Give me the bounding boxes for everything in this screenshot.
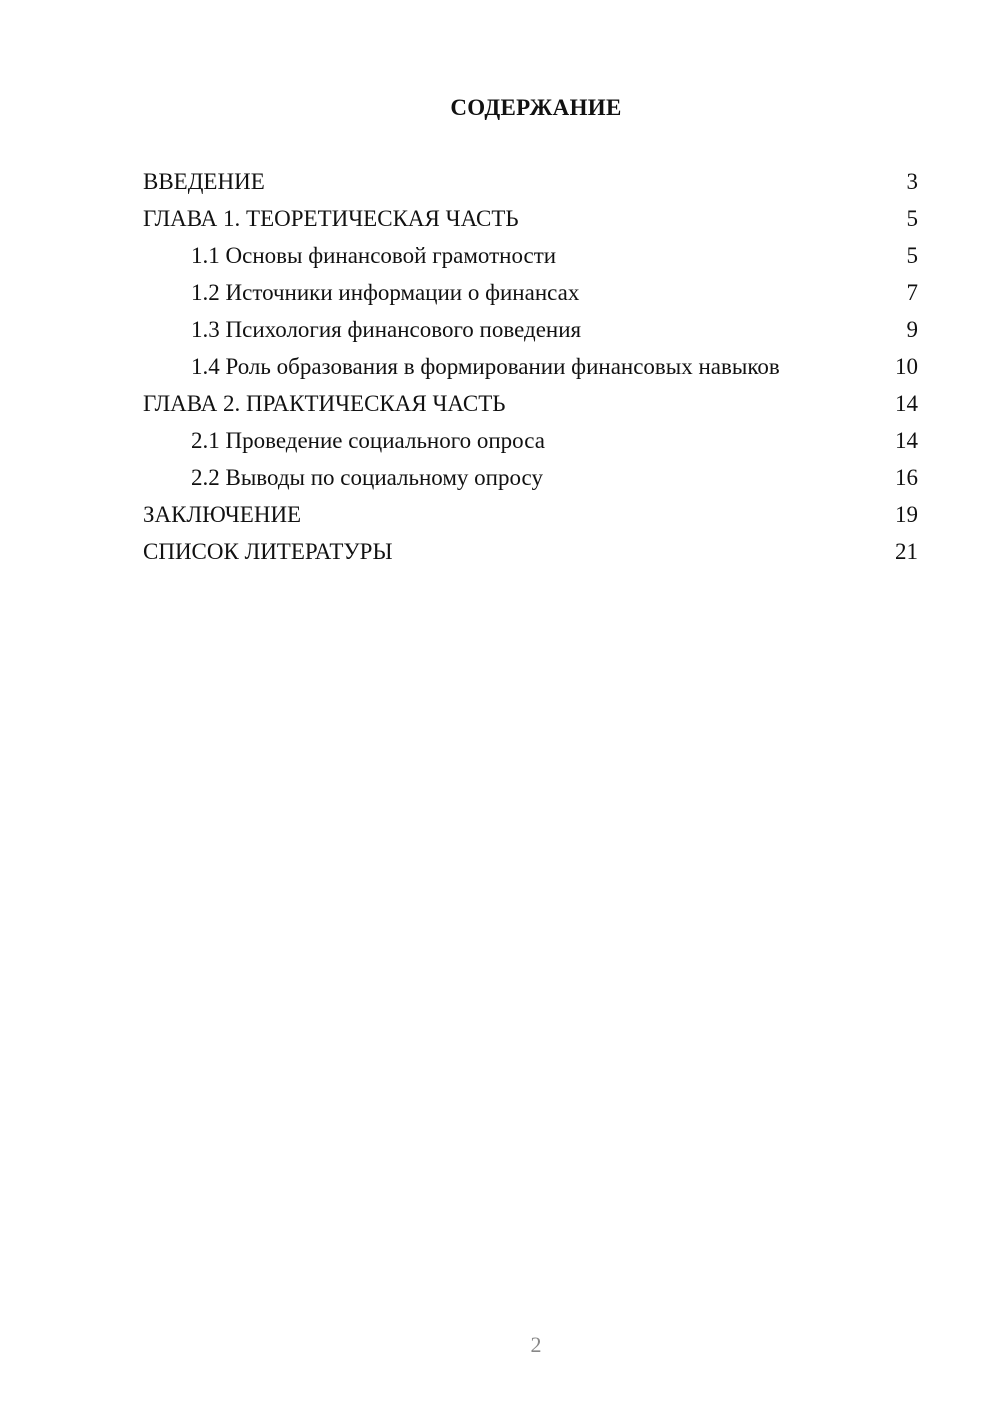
- toc-entry-label: 2.1 Проведение социального опроса: [191, 428, 545, 453]
- toc-entry-page: 19: [895, 502, 918, 527]
- toc-entry-label: 1.3 Психология финансового поведения: [191, 317, 582, 342]
- toc-entry-section-1-3[interactable]: [143, 316, 918, 344]
- toc-entry-page: 3: [906, 169, 918, 194]
- toc-entry-chapter-1[interactable]: [143, 205, 918, 233]
- toc-entry-section-2-1[interactable]: [143, 427, 918, 455]
- toc-entry-page: 21: [895, 539, 918, 564]
- toc-entry-conclusion[interactable]: [143, 501, 918, 529]
- toc-entry-page: 10: [895, 354, 918, 379]
- toc-entry-label: ЗАКЛЮЧЕНИЕ: [143, 502, 302, 527]
- toc-entry-chapter-2[interactable]: [143, 390, 918, 418]
- toc-entry-label: 2.2 Выводы по социальному опросу: [191, 465, 543, 490]
- toc-entry-page: 14: [895, 391, 918, 416]
- toc-title: СОДЕРЖАНИЕ: [450, 95, 622, 120]
- toc-entry-section-1-1[interactable]: [143, 242, 918, 270]
- toc-entry-section-2-2[interactable]: [143, 464, 918, 492]
- toc-entry-label: ГЛАВА 2. ПРАКТИЧЕСКАЯ ЧАСТЬ: [143, 391, 506, 416]
- toc-entry-page: 5: [906, 206, 918, 231]
- toc-entry-label: СПИСОК ЛИТЕРАТУРЫ: [143, 539, 393, 564]
- toc-entry-page: 14: [895, 428, 918, 453]
- toc-entry-label: 1.2 Источники информации о финансах: [191, 280, 580, 305]
- toc-entry-label: 1.4 Роль образования в формировании финансовых навыков: [191, 354, 780, 379]
- toc-entry-page: 16: [895, 465, 918, 490]
- toc-entry-label: ВВЕДЕНИЕ: [143, 169, 265, 194]
- toc-entry-references[interactable]: [143, 538, 918, 566]
- page-number: 2: [530, 1332, 542, 1357]
- toc-entry-introduction[interactable]: [143, 168, 918, 196]
- toc-entry-section-1-2[interactable]: [143, 279, 918, 307]
- toc-entry-page: 7: [906, 280, 918, 305]
- toc-entry-label: ГЛАВА 1. ТЕОРЕТИЧЕСКАЯ ЧАСТЬ: [143, 206, 519, 231]
- toc-entry-label: 1.1 Основы финансовой грамотности: [191, 243, 557, 268]
- toc-entry-section-1-4[interactable]: [143, 353, 918, 381]
- table-of-contents: [143, 168, 918, 575]
- toc-entry-page: 9: [906, 317, 918, 342]
- toc-entry-page: 5: [906, 243, 918, 268]
